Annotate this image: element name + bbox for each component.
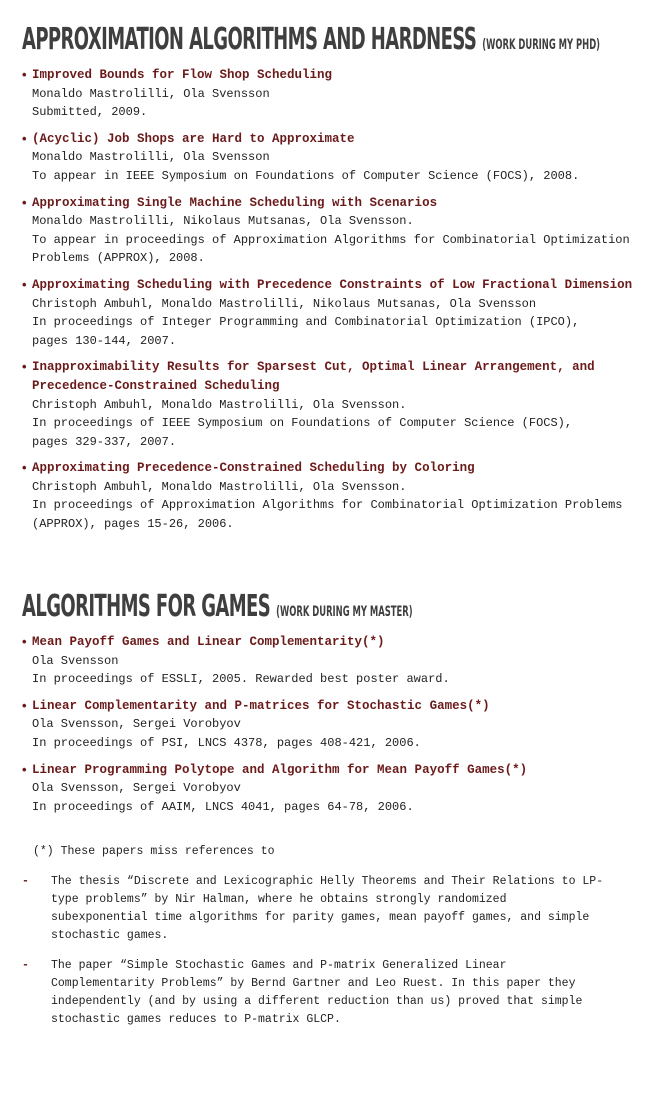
list-item [22,633,642,689]
footnote-line: stochastic games reduces to P-matrix GLCP. [51,1013,341,1026]
publication-list-approximation [22,66,642,542]
publication-venue: In proceedings of ESSLI, 2005. Rewarded best poster award. [32,672,450,687]
publication-venue: Problems (APPROX), 2008. [32,251,205,266]
publication-title-link[interactable]: Approximating Precedence-Constrained Scheduling by Coloring [32,461,475,476]
bullet-icon: • [22,359,27,375]
bullet-icon: • [22,460,27,476]
publication-venue: In proceedings of Integer Programming and Combinatorial Optimization (IPCO), [32,315,580,330]
publication-list-games [22,633,642,824]
footnote-line: independently (and by using a different reduction than us) proved that simple [51,995,583,1008]
publication-venue: Submitted, 2009. [32,105,148,120]
publication-venue: In proceedings of Approximation Algorithms for Combinatorial Optimization Problems [32,498,623,513]
list-item [22,66,642,122]
publication-title-link[interactable]: (Acyclic) Job Shops are Hard to Approximate [32,131,355,146]
section-subtitle: (WORK DURING MY MASTER) [276,604,413,620]
publication-venue: In proceedings of AAIM, LNCS 4041, pages 64-78, 2006. [32,799,414,814]
publication-authors: Ola Svensson [32,653,119,668]
publication-venue: pages 329-337, 2007. [32,434,177,449]
publication-title-link[interactable]: Improved Bounds for Flow Shop Scheduling [32,68,333,82]
footnote-line: The thesis “Discrete and Lexicographic Helly Theorems and Their Relations to LP- [51,875,604,888]
publication-title-link[interactable]: Linear Programming Polytope and Algorithm for Mean Payoff Games(*) [32,762,528,777]
section-title: APPROXIMATION ALGORITHMS AND HARDNESS [22,22,477,57]
publication-title-link[interactable]: Approximating Scheduling with Precedence Constraints of Low Fractional Dimension [32,277,633,292]
footnote [22,843,642,1029]
bullet-icon: • [22,276,27,292]
publication-title-link[interactable]: Linear Complementarity and P-matrices for Stochastic Games(*) [32,698,490,713]
bullet-icon: • [22,634,27,649]
bullet-icon: • [22,697,27,713]
publication-venue: In proceedings of PSI, LNCS 4378, pages 408-421, 2006. [32,735,421,750]
publication-authors: Ola Svensson, Sergei Vorobyov [32,717,241,732]
footnote-intro: (*) These papers miss references to [33,845,275,858]
publication-title-link[interactable]: Mean Payoff Games and Linear Complementarity(*) [32,635,385,649]
section-heading-approximation [22,22,600,57]
footnote-line: The paper “Simple Stochastic Games and P-matrix Generalized Linear [51,959,507,972]
section-subtitle: (WORK DURING MY PHD) [482,37,601,53]
publication-title-link[interactable]: Inapproximability Results for Sparsest Cut, Optimal Linear Arrangement, and Precedence-Constrained Scheduling [32,360,595,393]
list-item [22,697,642,753]
publication-authors: Ola Svensson, Sergei Vorobyov [32,781,241,796]
publication-venue: pages 130-144, 2007. [32,333,177,348]
footnote-item [22,957,642,1029]
publication-title-link[interactable]: Approximating Single Machine Scheduling with Scenarios [32,195,438,210]
footnote-line: stochastic games. [51,929,169,942]
section-title: ALGORITHMS FOR GAMES [22,589,271,624]
list-item [22,761,642,817]
bullet-icon: • [22,194,27,210]
publication-authors: Christoph Ambuhl, Monaldo Mastrolilli, Nikolaus Mutsanas, Ola Svensson [32,296,537,311]
publication-authors: Christoph Ambuhl, Monaldo Mastrolilli, Ola Svensson. [32,479,407,494]
footnote-item [22,873,642,945]
footnote-line: Complementarity Problems” by Bernd Gartner and Leo Ruest. In this paper they [51,977,576,990]
section-heading-games [22,589,413,624]
list-item [22,130,642,186]
bullet-icon: • [22,761,27,777]
list-item [22,194,642,268]
footnote-line: type problems” by Nir Halman, where he obtains strongly randomized [51,893,507,906]
publication-venue: To appear in proceedings of Approximation Algorithms for Combinatorial Optimization [32,232,630,247]
list-item [22,459,642,533]
bullet-icon: • [22,67,27,82]
dash-bullet: - [22,959,29,972]
bullet-icon: • [22,130,27,146]
list-item [22,358,642,451]
publication-authors: Monaldo Mastrolilli, Ola Svensson [32,150,270,165]
publication-authors: Christoph Ambuhl, Monaldo Mastrolilli, Ola Svensson. [32,397,407,412]
publication-venue: To appear in IEEE Symposium on Foundations of Computer Science (FOCS), 2008. [32,168,580,183]
footnote-line: subexponential time algorithms for parity games, mean payoff games, and simple [51,911,590,924]
publication-venue: (APPROX), pages 15-26, 2006. [32,517,234,532]
publication-venue: In proceedings of IEEE Symposium on Foundations of Computer Science (FOCS), [32,416,573,431]
list-item [22,276,642,350]
publication-authors: Monaldo Mastrolilli, Ola Svensson [32,86,270,101]
publication-authors: Monaldo Mastrolilli, Nikolaus Mutsanas, Ola Svensson. [32,214,414,229]
dash-bullet: - [22,875,29,888]
